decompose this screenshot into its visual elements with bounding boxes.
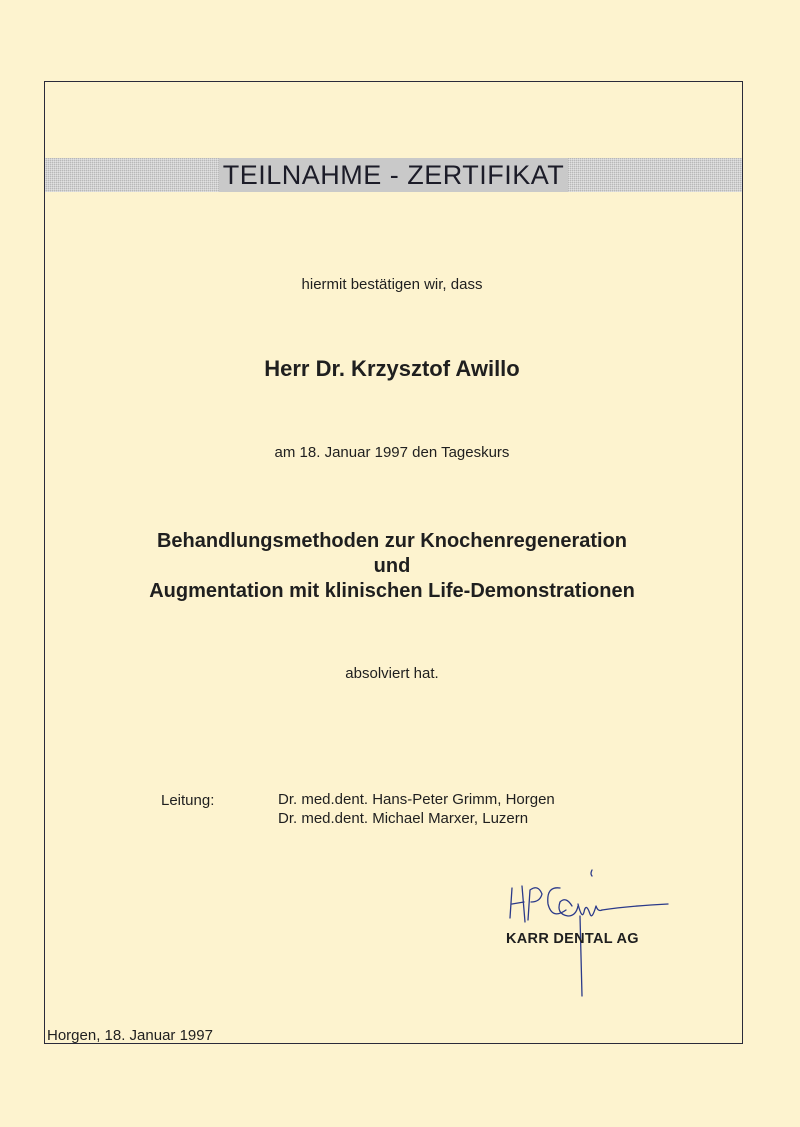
recipient-name: Herr Dr. Krzysztof Awillo — [264, 356, 520, 381]
company-name: KARR DENTAL AG — [506, 931, 639, 947]
course-date: am 18. Januar 1997 den Tageskurs — [274, 444, 510, 461]
leitung-label: Leitung: — [161, 792, 215, 809]
instructor-item: Dr. med.dent. Michael Marxer, Luzern — [278, 810, 529, 827]
place-date: Horgen, 18. Januar 1997 — [47, 1027, 213, 1044]
completed-text: absolviert hat. — [345, 665, 439, 682]
intro-text: hiermit bestätigen wir, dass — [301, 276, 483, 293]
course-title-line-3: Augmentation mit klinischen Life-Demonstrationen — [149, 580, 635, 602]
course-title — [0, 529, 792, 604]
course-title-line-2: und — [373, 555, 411, 577]
instructor-list — [278, 790, 555, 828]
course-title-line-1: Behandlungsmethoden zur Knochenregeneration — [156, 530, 628, 552]
title-band — [45, 158, 742, 192]
instructor-item: Dr. med.dent. Hans-Peter Grimm, Horgen — [278, 791, 555, 808]
certificate-title: TEILNAHME - ZERTIFIKAT — [219, 158, 569, 192]
